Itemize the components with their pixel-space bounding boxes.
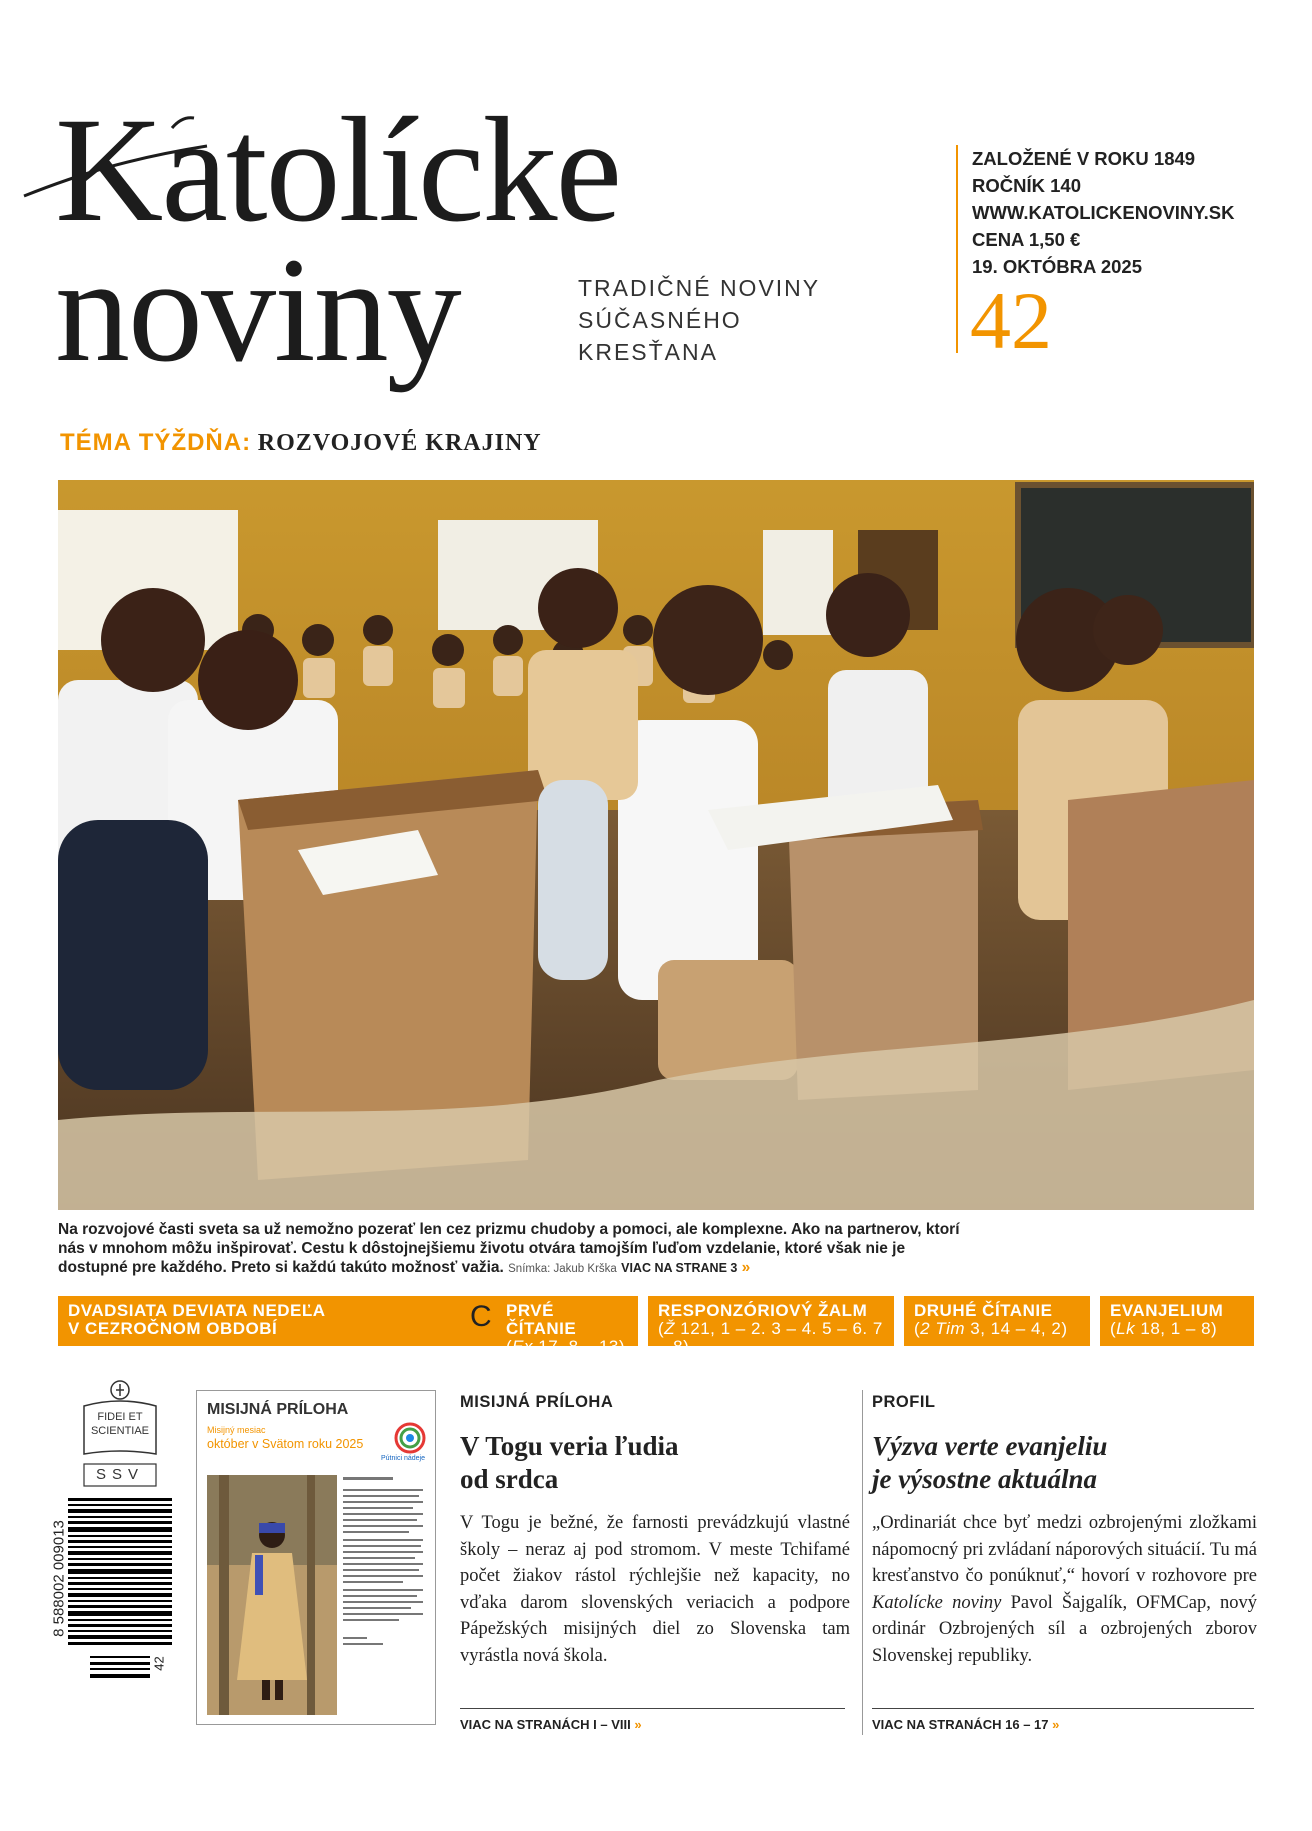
column-divider [862,1390,863,1735]
caption-credit: Snímka: Jakub Krška [508,1263,617,1275]
meta-website-link[interactable]: WWW.KATOLICKENOVINY.SK [972,202,1235,223]
barcode-addon: 42 [151,1656,167,1671]
masthead-title-line1: Katolícke [55,87,621,253]
tagline-line: KRESŤANA [578,339,718,365]
topic-of-week [60,428,542,458]
chevron-right-icon: » [741,1259,748,1276]
psalm-label: RESPONZÓRIOVÝ ŽALM [658,1301,868,1320]
article-right-rule [872,1708,1254,1709]
gospel-book: Lk [1116,1319,1136,1338]
article-right-headline[interactable] [872,1430,1262,1496]
meta-volume: ROČNÍK 140 [972,175,1081,196]
second-reading-book: 2 Tim [920,1319,966,1338]
first-reading-book: Ex [512,1337,534,1356]
logo-motto [84,1410,156,1438]
supplement-text-lines [343,1477,427,1657]
body-text: „Ordinariát chce byť medzi ozbrojenými zložkami nápomocný pri zvládaní náporových situácií. Tu má kresťanstvo čo ponúknuť,“ hovorí v rozhovore pre [872,1513,1257,1586]
main-photo-classroom [58,480,1254,1210]
chevron-right-icon: » [634,1717,639,1732]
topic-label: TÉMA TÝŽDŇA: [60,429,252,456]
tagline-line: SÚČASNÉHO [578,307,742,333]
psalm-ref: 121, 1 – 2. 3 – 4. 5 – 6. 7 – 8 [658,1319,883,1356]
headline-line: V Togu veria ľudia [460,1431,679,1461]
article-right-kicker: PROFIL [872,1393,936,1411]
psalm-book: Ž [664,1319,676,1338]
first-reading-label: PRVÉ ČÍTANIE [506,1301,577,1338]
logo-motto-line: SCIENTIAE [90,1425,150,1437]
meta-date: 19. OKTÓBRA 2025 [972,256,1142,277]
caption-text: Na rozvojové časti sveta sa už nemožno pozerať len cez prizmu chudoby a pomoci, ale komplexne. Ako na partnerov, ktorí nás v mnohom môžu inšpirovať. Cestu k dôstojnejšiemu životu otvára tamojším ľuďom vzdelanie, ktoré však nie je dostupné pre každého. Preto si každú takúto možnosť važia. [58,1221,960,1276]
article-right-more-link[interactable] [872,1717,1056,1732]
meta-founded: ZALOŽENÉ V ROKU 1849 [972,148,1196,169]
masthead-tagline [578,272,838,368]
article-left-headline[interactable] [460,1430,850,1496]
second-reading-ref: 3, 14 – 4, 2 [970,1319,1062,1338]
meta-price: CENA 1,50 € [972,229,1081,250]
article-left-kicker: MISIJNÁ PRÍLOHA [460,1393,614,1411]
article-right-body [872,1510,1257,1669]
liturgy-first-reading: PRVÉ ČÍTANIE (Ex 17, 8 – 13) [496,1296,638,1346]
liturgy-gospel: EVANJELIUM (Lk 18, 1 – 8) [1100,1296,1254,1346]
article-left-body: V Togu je bežné, že farnosti prevádzkujú vlastné školy – neraz aj pod stromom. V meste Tchifamé počet žiakov rástol rýchlejšie než kapacity, no vďaka darom slovenských veriacich a podpore Pápežských misijných diel zo Slovenska tam vyrástla nová škola. [460,1513,850,1666]
chevron-right-icon: » [1052,1717,1057,1732]
caption-more-link[interactable]: VIAC NA STRANE 3 [621,1261,738,1275]
logo-ssv: SSV [95,1466,144,1483]
liturgy-psalm: RESPONZÓRIOVÝ ŽALM (Ž 121, 1 – 2. 3 – 4. 5 – 6. 7 – 8) [648,1296,894,1346]
issue-meta [972,145,1234,280]
sunday-line1: DVADSIATA DEVIATA NEDEĽA [68,1301,326,1320]
supplement-photo-girl [207,1475,337,1715]
photo-caption [58,1220,978,1279]
jubilee-logo-icon [393,1421,427,1455]
headline-line: je výsostne aktuálna [872,1464,1098,1494]
topic-value: ROZVOJOVÉ KRAJINY [257,430,542,456]
more-link-text: VIAC NA STRANÁCH I – VIII [460,1717,631,1732]
headline-line: od srdca [460,1464,559,1494]
second-reading-label: DRUHÉ ČÍTANIE [914,1301,1053,1320]
liturgy-cycle: C [470,1300,492,1333]
logo-motto-line: FIDEI ET [97,1411,143,1423]
supplement-cover-thumbnail[interactable] [196,1390,436,1725]
masthead-title-line2: noviny [55,227,460,393]
article-left-rule [460,1708,845,1709]
liturgy-second-reading: DRUHÉ ČÍTANIE (2 Tim 3, 14 – 4, 2) [904,1296,1090,1346]
jubilee-logo-text: Pútnici nádeje [381,1455,425,1462]
body-text: Pavol Šajgalík, OFMCap, nový ordinár Ozbrojených síl a ozbrojených zborov Slovenskej republiky. [872,1592,1257,1666]
more-link-text: VIAC NA STRANÁCH 16 – 17 [872,1717,1049,1732]
sunday-line2: V CEZROČNOM OBDOBÍ [68,1319,278,1338]
liturgy-sunday [58,1296,490,1346]
meta-divider [956,145,958,353]
tagline-line: TRADIČNÉ NOVINY [578,275,821,301]
supplement-title: MISIJNÁ PRÍLOHA [207,1401,349,1418]
first-reading-ref: 17, 8 – 13 [538,1337,619,1356]
article-left-more-link[interactable] [460,1717,639,1732]
headline-line: Výzva verte evanjeliu [872,1431,1108,1461]
gospel-label: EVANJELIUM [1110,1301,1224,1320]
supplement-subtitle-small: Misijný mesiac [207,1425,266,1435]
body-italic-title: Katolícke noviny [872,1592,1002,1613]
barcode-block [50,1378,180,1683]
issue-number: 42 [970,275,1052,366]
supplement-subtitle: október v Svätom roku 2025 [207,1437,364,1451]
gospel-ref: 18, 1 – 8 [1140,1319,1212,1338]
barcode-digits: 8 588002 009013 [50,1520,68,1637]
